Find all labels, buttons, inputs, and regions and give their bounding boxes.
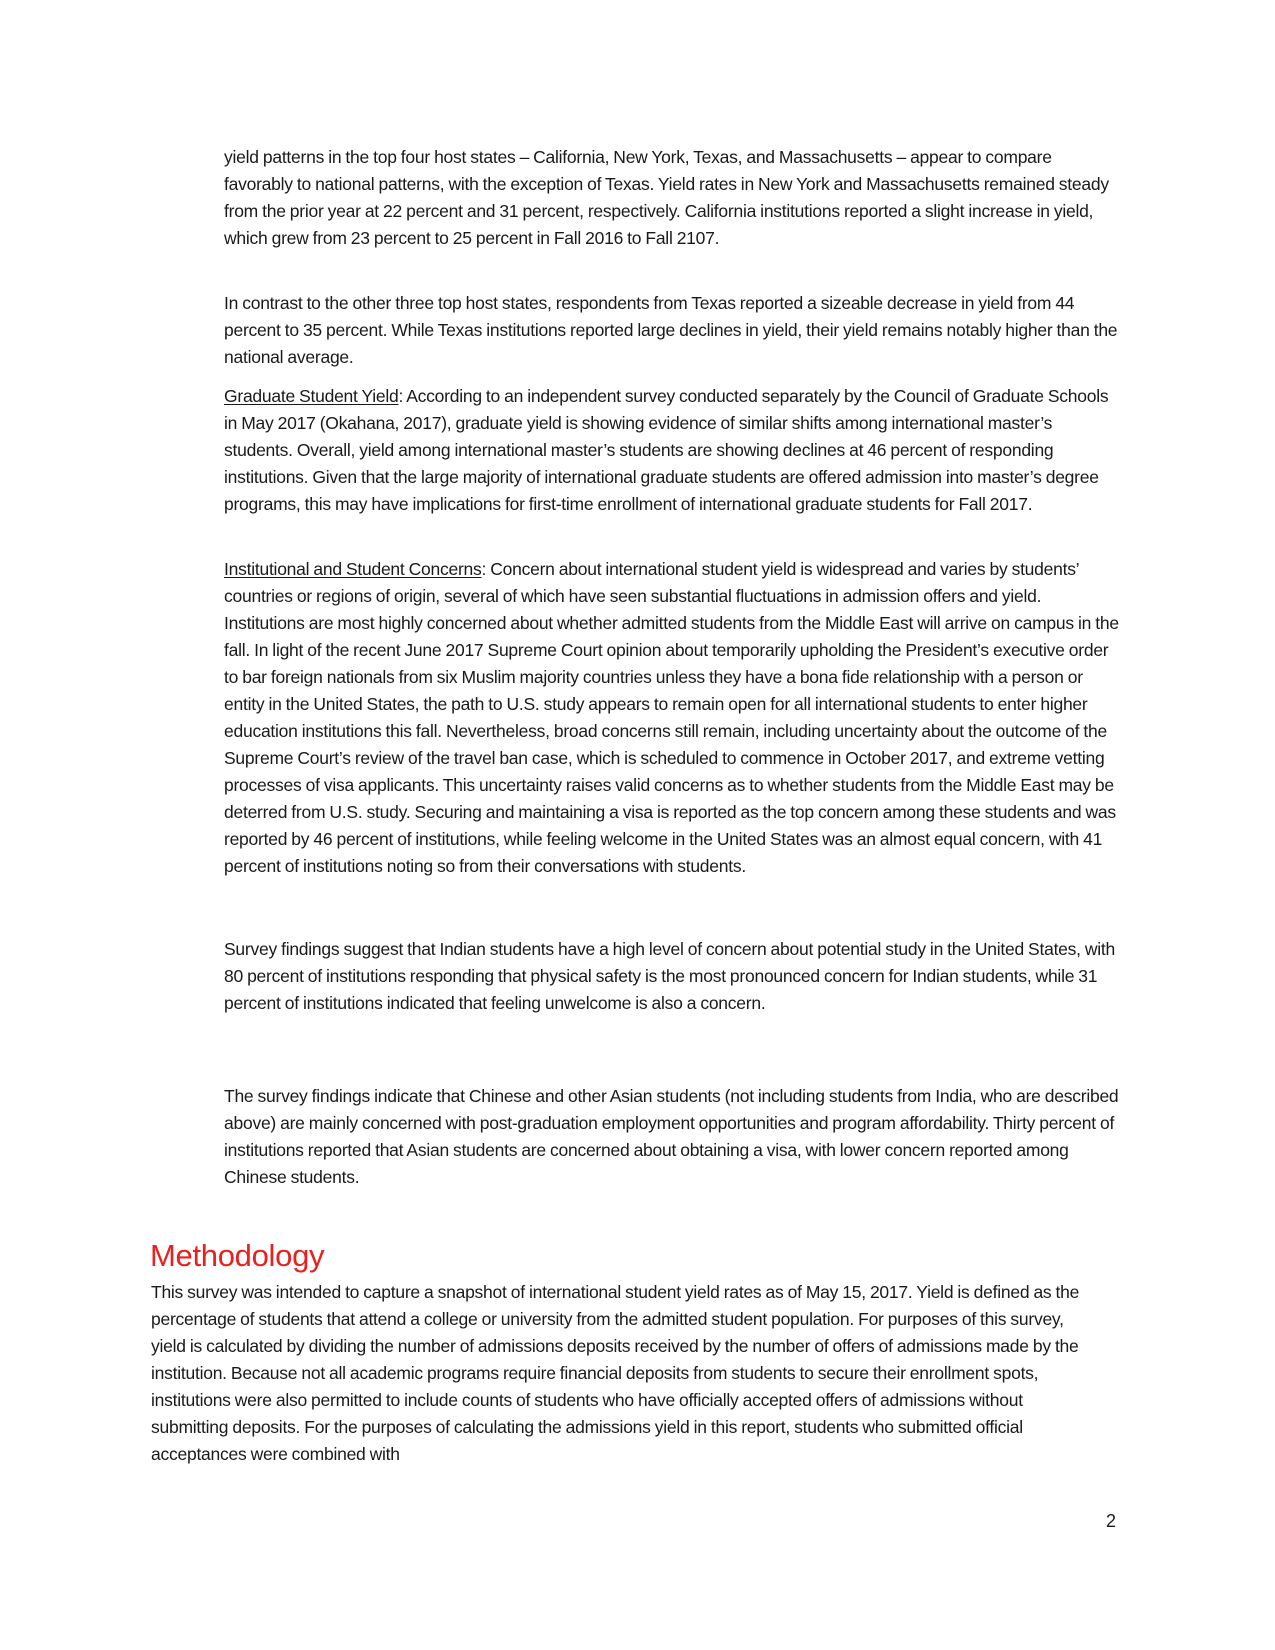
graduate-student-yield-label: Graduate Student Yield xyxy=(224,386,399,406)
institutional-concerns-text: : Concern about international student yield is widespread and varies by students’ countries or regions of origin, several of which have seen substantial fluctuations in admission offers and yield. Institutions are most highly concerned about whether admitted students from the Middle East will arrive on campus in the fall. In light of the recent June 2017 Supreme Court opinion about temporarily upholding the President’s executive order to bar foreign nationals from six Muslim majority countries unless they have a bona fide relationship with a person or entity in the United States, the path to U.S. study appears to remain open for all international students to enter higher education institutions this fall. Nevertheless, broad concerns still remain, including uncertainty about the outcome of the Supreme Court’s review of the travel ban case, which is scheduled to commence in October 2017, and extreme vetting processes of visa applicants. This uncertainty raises valid concerns as to whether students from the Middle East may be deterred from U.S. study. Securing and maintaining a visa is reported as the top concern among these students and was reported by 46 percent of institutions, while feeling welcome in the United States was an almost equal concern, with 41 percent of institutions noting so from their conversations with students. xyxy=(224,559,1119,876)
methodology-heading: Methodology xyxy=(150,1238,325,1273)
methodology-paragraph: This survey was intended to capture a snapshot of international student yield rates as of May 15, 2017. Yield is defined as the percentage of students that attend a college or university from the admitted student population. For purposes of this survey, yield is calculated by dividing the number of admissions deposits received by the number of offers of admissions made by the institution. Because not all academic programs require financial deposits from students to secure their enrollment spots, institutions were also permitted to include counts of students who have officially accepted offers of admissions without submitting deposits. For the purposes of calculating the admissions yield in this report, students who submitted official acceptances were combined with xyxy=(151,1282,1080,1464)
page-number: 2 xyxy=(1106,1511,1117,1531)
graduate-student-yield-text: : According to an independent survey conducted separately by the Council of Graduate Schools in May 2017 (Okahana, 2017), graduate yield is showing evidence of similar shifts among international master’s students. Overall, yield among international master’s students are showing declines at 46 percent of responding institutions. Given that the large majority of international graduate students are offered admission into master’s degree programs, this may have implications for first-time enrollment of international graduate students for Fall 2017. xyxy=(224,386,1109,514)
institutional-concerns-label: Institutional and Student Concerns xyxy=(224,559,482,579)
paragraph-top-host-states: yield patterns in the top four host states – California, New York, Texas, and Massachusetts – appear to compare favorably to national patterns, with the exception of Texas. Yield rates in New York and Massachusetts remained steady from the prior year at 22 percent and 31 percent, respectively. California institutions reported a slight increase in yield, which grew from 23 percent to 25 percent in Fall 2016 to Fall 2107. xyxy=(224,147,1109,248)
paragraph-asian-students: The survey findings indicate that Chinese and other Asian students (not including students from India, who are described above) are mainly concerned with post-graduation employment opportunities and program affordability. Thirty percent of institutions reported that Asian students are concerned about obtaining a visa, with lower concern reported among Chinese students. xyxy=(224,1086,1119,1187)
paragraph-graduate-student-yield xyxy=(224,383,1124,518)
paragraph-indian-students: Survey findings suggest that Indian students have a high level of concern about potential study in the United States, with 80 percent of institutions responding that physical safety is the most pronounced concern for Indian students, while 31 percent of institutions indicated that feeling unwelcome is also a concern. xyxy=(224,939,1116,1013)
paragraph-institutional-concerns xyxy=(224,556,1124,880)
paragraph-texas-yield: In contrast to the other three top host states, respondents from Texas reported a sizeable decrease in yield from 44 percent to 35 percent. While Texas institutions reported large declines in yield, their yield remains notably higher than the national average. xyxy=(224,293,1118,367)
